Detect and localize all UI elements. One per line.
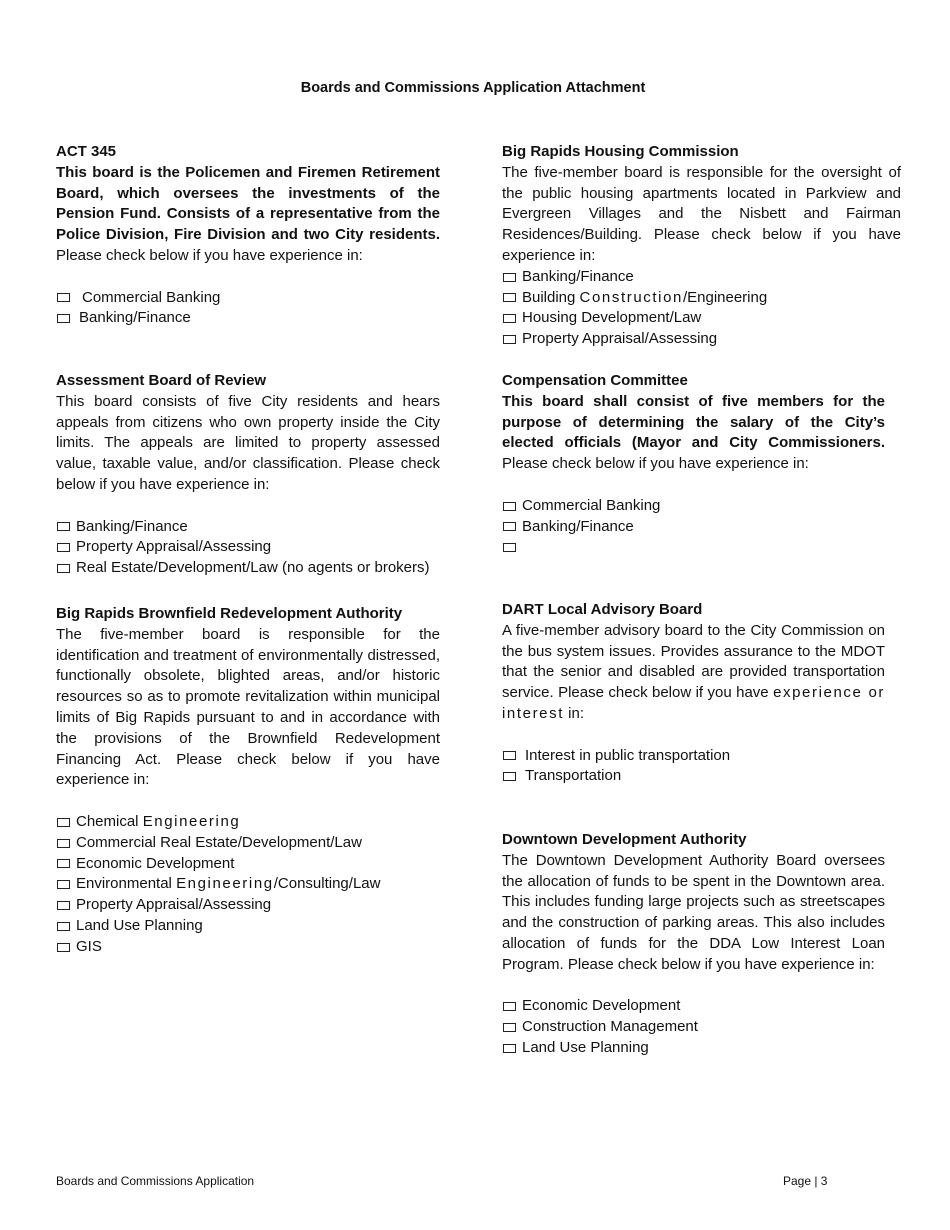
checkbox-item-banking-finance[interactable] bbox=[56, 308, 440, 329]
section-dart-advisory-board bbox=[502, 600, 885, 787]
checkbox-icon[interactable] bbox=[57, 314, 70, 323]
checkbox-icon[interactable] bbox=[57, 922, 70, 931]
checkbox-item-housing-development[interactable] bbox=[502, 308, 901, 329]
checkbox-item-land-use-planning[interactable] bbox=[56, 916, 440, 937]
checkbox-icon[interactable] bbox=[57, 522, 70, 531]
checkbox-label: Banking/Finance bbox=[76, 517, 188, 535]
section-assessment-board bbox=[56, 371, 440, 579]
section-compensation-committee bbox=[502, 371, 885, 558]
checkbox-icon[interactable] bbox=[57, 839, 70, 848]
checkbox-list bbox=[56, 288, 440, 330]
checkbox-item-economic-development[interactable] bbox=[56, 854, 440, 875]
section-description bbox=[56, 163, 440, 267]
checkbox-icon[interactable] bbox=[503, 543, 516, 552]
checkbox-label: Environmental Engineering/Consulting/Law bbox=[76, 875, 381, 893]
checkbox-item-gis[interactable] bbox=[56, 937, 440, 958]
section-heading: Big Rapids Brownfield Redevelopment Authority bbox=[56, 605, 403, 622]
checkbox-icon[interactable] bbox=[503, 1002, 516, 1011]
description-text: A five-member advisory board to the City Commission on the bus system issues. Provides assurance to the MDOT that the senior and disabled are provided transportation service. Please check below if you have bbox=[502, 621, 885, 702]
checkbox-label: Property Appraisal/Assessing bbox=[76, 896, 272, 914]
description-bold: This board shall consist of five members for the purpose of determining the salary of the City’s elected officials (Mayor and City Commissioners. bbox=[502, 392, 885, 452]
checkbox-label: Transportation bbox=[525, 767, 622, 785]
checkbox-label: Construction Management bbox=[522, 1018, 698, 1036]
checkbox-list bbox=[502, 996, 885, 1058]
footer-page-number: Page | 3 bbox=[783, 1174, 828, 1188]
description-end: in: bbox=[564, 704, 585, 722]
checkbox-icon[interactable] bbox=[503, 273, 516, 282]
checkbox-item-commercial-real-estate[interactable] bbox=[56, 833, 440, 854]
checkbox-label: Banking/Finance bbox=[522, 517, 634, 535]
section-heading: Big Rapids Housing Commission bbox=[502, 143, 739, 160]
section-brownfield-authority bbox=[56, 604, 440, 958]
checkbox-label: Building Construction/Engineering bbox=[522, 288, 768, 306]
footer-document-title: Boards and Commissions Application bbox=[56, 1174, 255, 1188]
checkbox-item-building-construction[interactable] bbox=[502, 288, 901, 309]
checkbox-label: Land Use Planning bbox=[76, 916, 203, 934]
checkbox-item-banking-finance[interactable] bbox=[56, 517, 440, 538]
description-text: Please check below if you have experience in: bbox=[56, 246, 363, 264]
checkbox-icon[interactable] bbox=[503, 502, 516, 511]
checkbox-label: Property Appraisal/Assessing bbox=[522, 330, 718, 348]
checkbox-item-interest-public-transportation[interactable] bbox=[502, 746, 885, 767]
checkbox-item-banking-finance[interactable] bbox=[502, 267, 901, 288]
page-title: Boards and Commissions Application Attachment bbox=[300, 80, 646, 96]
checkbox-label: Economic Development bbox=[76, 854, 235, 872]
section-description: The five-member board is responsible for the identification and treatment of environmentally distressed, functionally obsolete, blighted areas, and/or historic resources so as to promote revitalization within municipal limits of Big Rapids pursuant to and in accordance with the provisions of the Brownfield Redevelopment Financing Act. Please check below if you have experience in: bbox=[56, 625, 440, 789]
checkbox-list bbox=[56, 517, 440, 579]
section-downtown-development-authority bbox=[502, 830, 885, 1059]
checkbox-item-property-appraisal[interactable] bbox=[56, 895, 440, 916]
checkbox-icon[interactable] bbox=[503, 751, 516, 760]
section-heading: Compensation Committee bbox=[502, 372, 688, 389]
checkbox-item-blank[interactable] bbox=[502, 537, 885, 558]
checkbox-label: Economic Development bbox=[522, 997, 681, 1015]
checkbox-icon[interactable] bbox=[57, 859, 70, 868]
checkbox-label: Chemical Engineering bbox=[76, 812, 241, 830]
checkbox-icon[interactable] bbox=[57, 943, 70, 952]
checkbox-item-environmental-engineering[interactable] bbox=[56, 874, 440, 895]
checkbox-item-construction-management[interactable] bbox=[502, 1017, 885, 1038]
section-description bbox=[502, 392, 885, 475]
checkbox-item-commercial-banking[interactable] bbox=[502, 496, 885, 517]
section-heading: DART Local Advisory Board bbox=[502, 601, 703, 618]
checkbox-item-property-appraisal[interactable] bbox=[502, 329, 901, 350]
description-text: Please check below if you have experience in: bbox=[502, 455, 809, 473]
checkbox-list bbox=[56, 812, 440, 958]
checkbox-label: Commercial Real Estate/Development/Law bbox=[76, 833, 362, 851]
section-description: The five-member board is responsible for the oversight of the public housing apartments located in Parkview and Evergreen Villages and the Nisbett and Fairman Residences/Building. Please check below if you have experience in: bbox=[502, 163, 901, 264]
checkbox-icon[interactable] bbox=[503, 1023, 516, 1032]
section-description: The Downtown Development Authority Board oversees the allocation of funds to be spent in the Downtown area. This includes funding large projects such as streetscapes and the construction of parking areas. This also includes allocation of funds for the DDA Low Interest Loan Program. Please check below if you have experience in: bbox=[502, 851, 885, 973]
checkbox-icon[interactable] bbox=[57, 543, 70, 552]
checkbox-label: Housing Development/Law bbox=[522, 309, 702, 327]
checkbox-label: GIS bbox=[76, 937, 102, 955]
checkbox-list bbox=[502, 746, 885, 788]
checkbox-icon[interactable] bbox=[57, 818, 70, 827]
checkbox-item-real-estate[interactable] bbox=[56, 558, 440, 579]
checkbox-icon[interactable] bbox=[503, 293, 516, 302]
checkbox-list bbox=[502, 496, 885, 558]
section-description bbox=[502, 621, 885, 725]
checkbox-label: Interest in public transportation bbox=[525, 746, 731, 764]
checkbox-icon[interactable] bbox=[503, 314, 516, 323]
description-spaced: experience or interest bbox=[502, 684, 885, 722]
checkbox-item-banking-finance[interactable] bbox=[502, 517, 885, 538]
checkbox-icon[interactable] bbox=[503, 1044, 516, 1053]
checkbox-label: Commercial Banking bbox=[522, 496, 661, 514]
section-heading: ACT 345 bbox=[56, 143, 117, 160]
checkbox-label: Property Appraisal/Assessing bbox=[76, 538, 272, 556]
checkbox-item-transportation[interactable] bbox=[502, 766, 885, 787]
checkbox-item-commercial-banking[interactable] bbox=[56, 288, 440, 309]
checkbox-item-property-appraisal[interactable] bbox=[56, 537, 440, 558]
section-heading: Assessment Board of Review bbox=[56, 372, 267, 389]
checkbox-icon[interactable] bbox=[503, 335, 516, 344]
checkbox-icon[interactable] bbox=[57, 901, 70, 910]
checkbox-list bbox=[502, 267, 901, 350]
checkbox-icon[interactable] bbox=[57, 564, 70, 573]
checkbox-label: Banking/Finance bbox=[522, 267, 634, 285]
checkbox-icon[interactable] bbox=[503, 522, 516, 531]
checkbox-icon[interactable] bbox=[57, 293, 70, 302]
description-bold: This board is the Policemen and Firemen Retirement Board, which oversees the investments of the Pension Fund. Consists of a representative from the Police Division, Fire Division and two City residents. bbox=[56, 163, 440, 244]
checkbox-label: Land Use Planning bbox=[522, 1038, 649, 1056]
checkbox-icon[interactable] bbox=[503, 772, 516, 781]
section-act-345 bbox=[56, 142, 440, 329]
checkbox-icon[interactable] bbox=[57, 880, 70, 889]
checkbox-item-economic-development[interactable] bbox=[502, 996, 885, 1017]
checkbox-label: Commercial Banking bbox=[82, 288, 221, 306]
section-description: This board consists of five City residents and hears appeals from citizens who own property inside the City limits. The appeals are limited to property assessed value, taxable value, and/or classification. Please check below if you have experience in: bbox=[56, 392, 440, 493]
section-heading: Downtown Development Authority bbox=[502, 831, 747, 848]
checkbox-label: Banking/Finance bbox=[79, 309, 191, 327]
checkbox-item-chemical-engineering[interactable] bbox=[56, 812, 440, 833]
checkbox-item-land-use-planning[interactable] bbox=[502, 1038, 885, 1059]
checkbox-label: Real Estate/Development/Law (no agents or brokers) bbox=[76, 559, 430, 577]
section-housing-commission bbox=[502, 142, 901, 350]
